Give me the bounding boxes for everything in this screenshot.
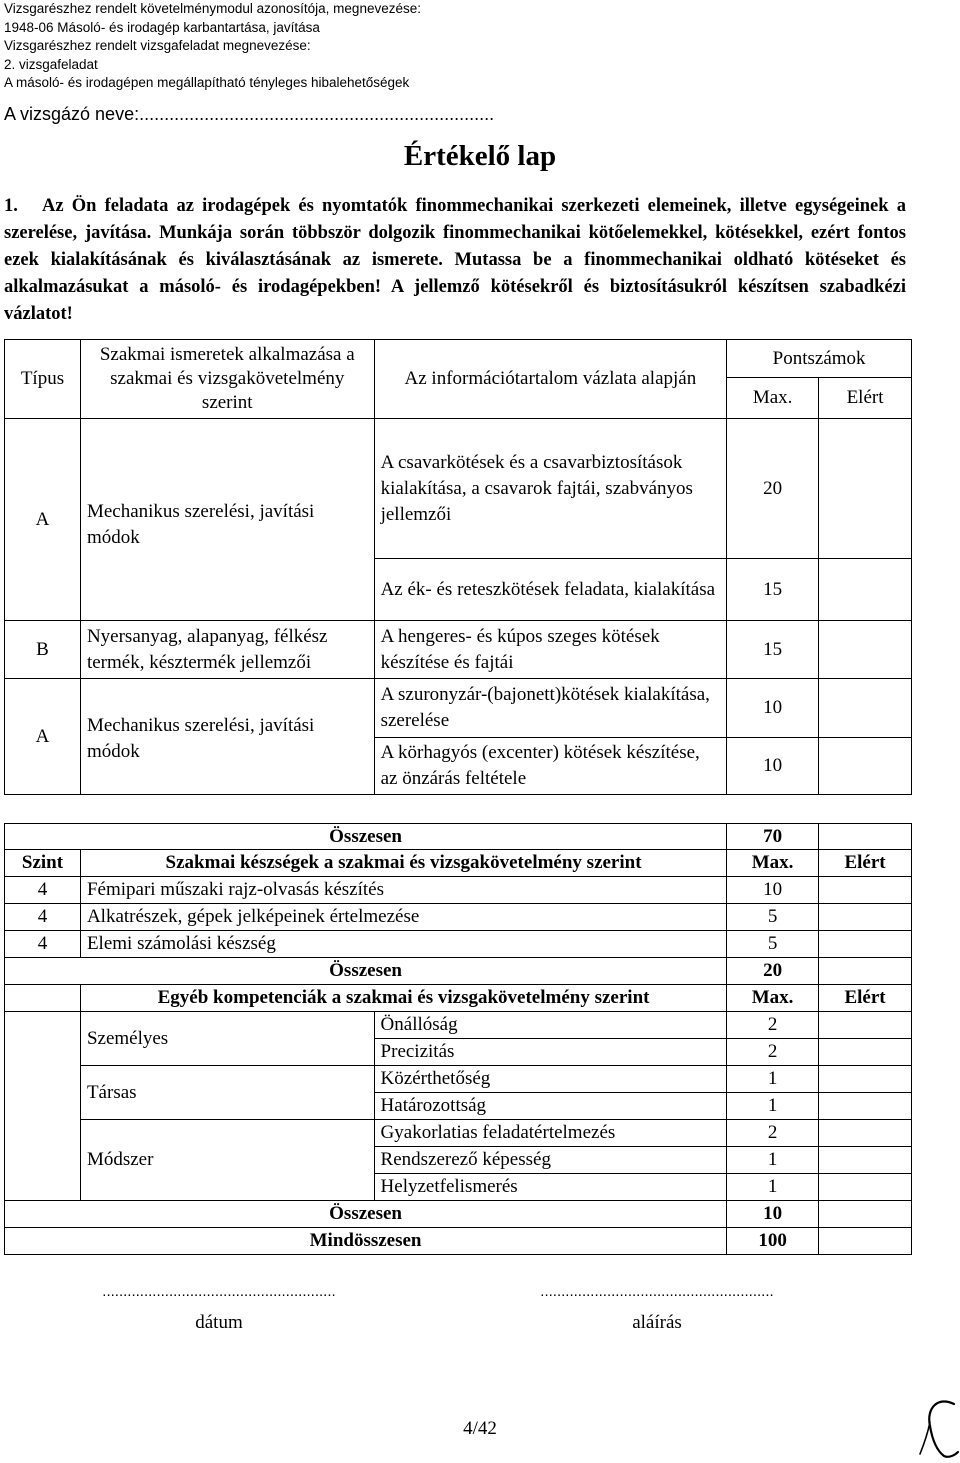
header-line: Vizsgarészhez rendelt követelménymodul azonosítója, megnevezése:	[4, 1, 421, 16]
signature-block	[526, 1283, 788, 1334]
task-number: 1.	[4, 196, 18, 216]
header-line: 1948-06 Másoló- és irodagép karbantartása, javítása	[4, 19, 320, 35]
header-type: Típus	[5, 340, 81, 419]
total-value: 10	[727, 1201, 819, 1228]
row-max: 10	[727, 877, 819, 904]
total-achieved[interactable]	[819, 1201, 912, 1228]
table-row	[5, 904, 912, 931]
empty-cell	[5, 1012, 81, 1201]
header-info: Az információtartalom vázlata alapján	[374, 340, 727, 419]
header-max: Max.	[727, 985, 819, 1012]
row-achieved[interactable]	[819, 1147, 912, 1174]
row-achieved[interactable]	[819, 1012, 912, 1039]
row-knowledge: Mechanikus szerelési, javítási módok	[80, 419, 374, 621]
grand-total-label: Mindösszesen	[5, 1228, 727, 1255]
row-info: A csavarkötések és a csavarbiztosítások kialakítása, a csavarok fajtái, szabványos jellemzői	[374, 419, 727, 559]
row-achieved[interactable]	[819, 419, 912, 559]
row-achieved[interactable]	[819, 621, 912, 679]
table-row	[5, 679, 912, 738]
row-skill: Rendszerező képesség	[374, 1147, 727, 1174]
row-type: A	[5, 419, 81, 621]
signature-line[interactable]: ........................................................	[540, 1283, 774, 1300]
group-method: Módszer	[80, 1120, 374, 1201]
header-line: Vizsgarészhez rendelt vizsgafeladat megnevezése:	[4, 38, 311, 53]
row-info: A körhagyós (excenter) kötések készítése, az önzárás feltétele	[374, 738, 727, 795]
row-max: 2	[727, 1120, 819, 1147]
table-row	[5, 1012, 912, 1039]
row-achieved[interactable]	[819, 1120, 912, 1147]
row-max: 5	[727, 904, 819, 931]
total-row	[5, 824, 912, 850]
total-value: 70	[727, 824, 819, 850]
table-row	[5, 1066, 912, 1093]
row-achieved[interactable]	[819, 1174, 912, 1201]
header-points: Pontszámok	[727, 340, 912, 378]
row-achieved[interactable]	[819, 1039, 912, 1066]
row-type: A	[5, 679, 81, 795]
row-info: Az ék- és reteszkötések feladata, kialakítása	[374, 559, 727, 621]
header-line: A másoló- és irodagépen megállapítható tényleges hibalehetőségek	[4, 75, 410, 90]
group-personal: Személyes	[80, 1012, 374, 1066]
row-max: 20	[727, 419, 819, 559]
header-max: Max.	[727, 850, 819, 877]
grand-total-achieved[interactable]	[819, 1228, 912, 1255]
header-skills: Szakmai készségek a szakmai és vizsgakövetelmény szerint	[80, 850, 726, 877]
row-achieved[interactable]	[819, 1066, 912, 1093]
row-max: 10	[727, 738, 819, 795]
table-row	[5, 931, 912, 958]
table-row	[5, 419, 912, 559]
row-max: 10	[727, 679, 819, 738]
date-signature-block	[88, 1283, 350, 1334]
grand-total-row	[5, 1228, 912, 1255]
row-level: 4	[5, 877, 81, 904]
row-skill: Közérthetőség	[374, 1066, 727, 1093]
row-max: 1	[727, 1147, 819, 1174]
page-number: 4/42	[463, 1418, 497, 1439]
row-achieved[interactable]	[819, 904, 912, 931]
empty-cell	[5, 985, 81, 1012]
document-header	[4, 0, 421, 93]
row-skill: Elemi számolási készség	[80, 931, 726, 958]
total-row	[5, 1201, 912, 1228]
row-achieved[interactable]	[819, 559, 912, 621]
skills-table	[4, 823, 912, 1255]
header-line: 2. vizsgafeladat	[4, 56, 98, 72]
total-achieved[interactable]	[819, 958, 912, 985]
row-info: A hengeres- és kúpos szeges kötések készítése és fajtái	[374, 621, 727, 679]
row-achieved[interactable]	[819, 877, 912, 904]
task-text: Az Ön feladata az irodagépek és nyomtatók finommechanikai szerkezeti elemeinek, illetve egységeinek a szerelése, javítása. Munkája során többször dolgozik finommechanikai kötőelemekkel, kötésekkel, ezért fontos ezek kialakításának és kiválasztásának az ismerete. Mutassa be a finommechanikai oldható kötéseket és alkalmazásukat a másoló- és irodagépekben! A jellemző kötésekről és biztosításukról készítsen szabadkézi vázlatot!	[4, 196, 906, 324]
header-achieved: Elért	[819, 850, 912, 877]
date-label: dátum	[195, 1312, 243, 1333]
total-label: Összesen	[5, 824, 727, 850]
row-achieved[interactable]	[819, 1093, 912, 1120]
header-level: Szint	[5, 850, 81, 877]
task-description	[4, 193, 906, 328]
row-max: 1	[727, 1066, 819, 1093]
header-competencies: Egyéb kompetenciák a szakmai és vizsgakövetelmény szerint	[80, 985, 726, 1012]
row-skill: Gyakorlatias feladatértelmezés	[374, 1120, 727, 1147]
total-value: 20	[727, 958, 819, 985]
row-type: B	[5, 621, 81, 679]
row-info: A szuronyzár-(bajonett)kötések kialakítása, szerelése	[374, 679, 727, 738]
row-skill: Helyzetfelismerés	[374, 1174, 727, 1201]
row-knowledge: Mechanikus szerelési, javítási módok	[80, 679, 374, 795]
signature-label: aláírás	[632, 1312, 682, 1333]
row-max: 15	[727, 621, 819, 679]
row-max: 15	[727, 559, 819, 621]
header-achieved: Elért	[819, 378, 912, 419]
row-achieved[interactable]	[819, 679, 912, 738]
row-max: 1	[727, 1174, 819, 1201]
row-skill: Határozottság	[374, 1093, 727, 1120]
total-row	[5, 958, 912, 985]
row-skill: Önállóság	[374, 1012, 727, 1039]
handwritten-initial-mark	[918, 1392, 960, 1462]
row-skill: Alkatrészek, gépek jelképeinek értelmezése	[80, 904, 726, 931]
row-level: 4	[5, 931, 81, 958]
row-knowledge: Nyersanyag, alapanyag, félkész termék, késztermék jellemzői	[80, 621, 374, 679]
table-row	[5, 1120, 912, 1147]
row-skill: Fémipari műszaki rajz-olvasás készítés	[80, 877, 726, 904]
table-row	[5, 877, 912, 904]
row-achieved[interactable]	[819, 931, 912, 958]
row-level: 4	[5, 904, 81, 931]
grand-total-value: 100	[727, 1228, 819, 1255]
total-label: Összesen	[5, 958, 727, 985]
row-skill: Precizitás	[374, 1039, 727, 1066]
row-max: 2	[727, 1012, 819, 1039]
total-label: Összesen	[5, 1201, 727, 1228]
page-title: Értékelő lap	[403, 140, 557, 172]
date-line[interactable]: ........................................................	[102, 1283, 336, 1300]
table-row	[5, 621, 912, 679]
row-max: 5	[727, 931, 819, 958]
header-knowledge: Szakmai ismeretek alkalmazása a szakmai és vizsgakövetelmény szerint	[80, 340, 374, 419]
row-max: 1	[727, 1093, 819, 1120]
knowledge-table	[4, 339, 912, 795]
candidate-name-field: A vizsgázó neve:.......................................................................	[4, 104, 495, 124]
row-max: 2	[727, 1039, 819, 1066]
header-achieved: Elért	[819, 985, 912, 1012]
group-social: Társas	[80, 1066, 374, 1120]
total-achieved[interactable]	[819, 824, 912, 850]
row-achieved[interactable]	[819, 738, 912, 795]
header-max: Max.	[727, 378, 819, 419]
